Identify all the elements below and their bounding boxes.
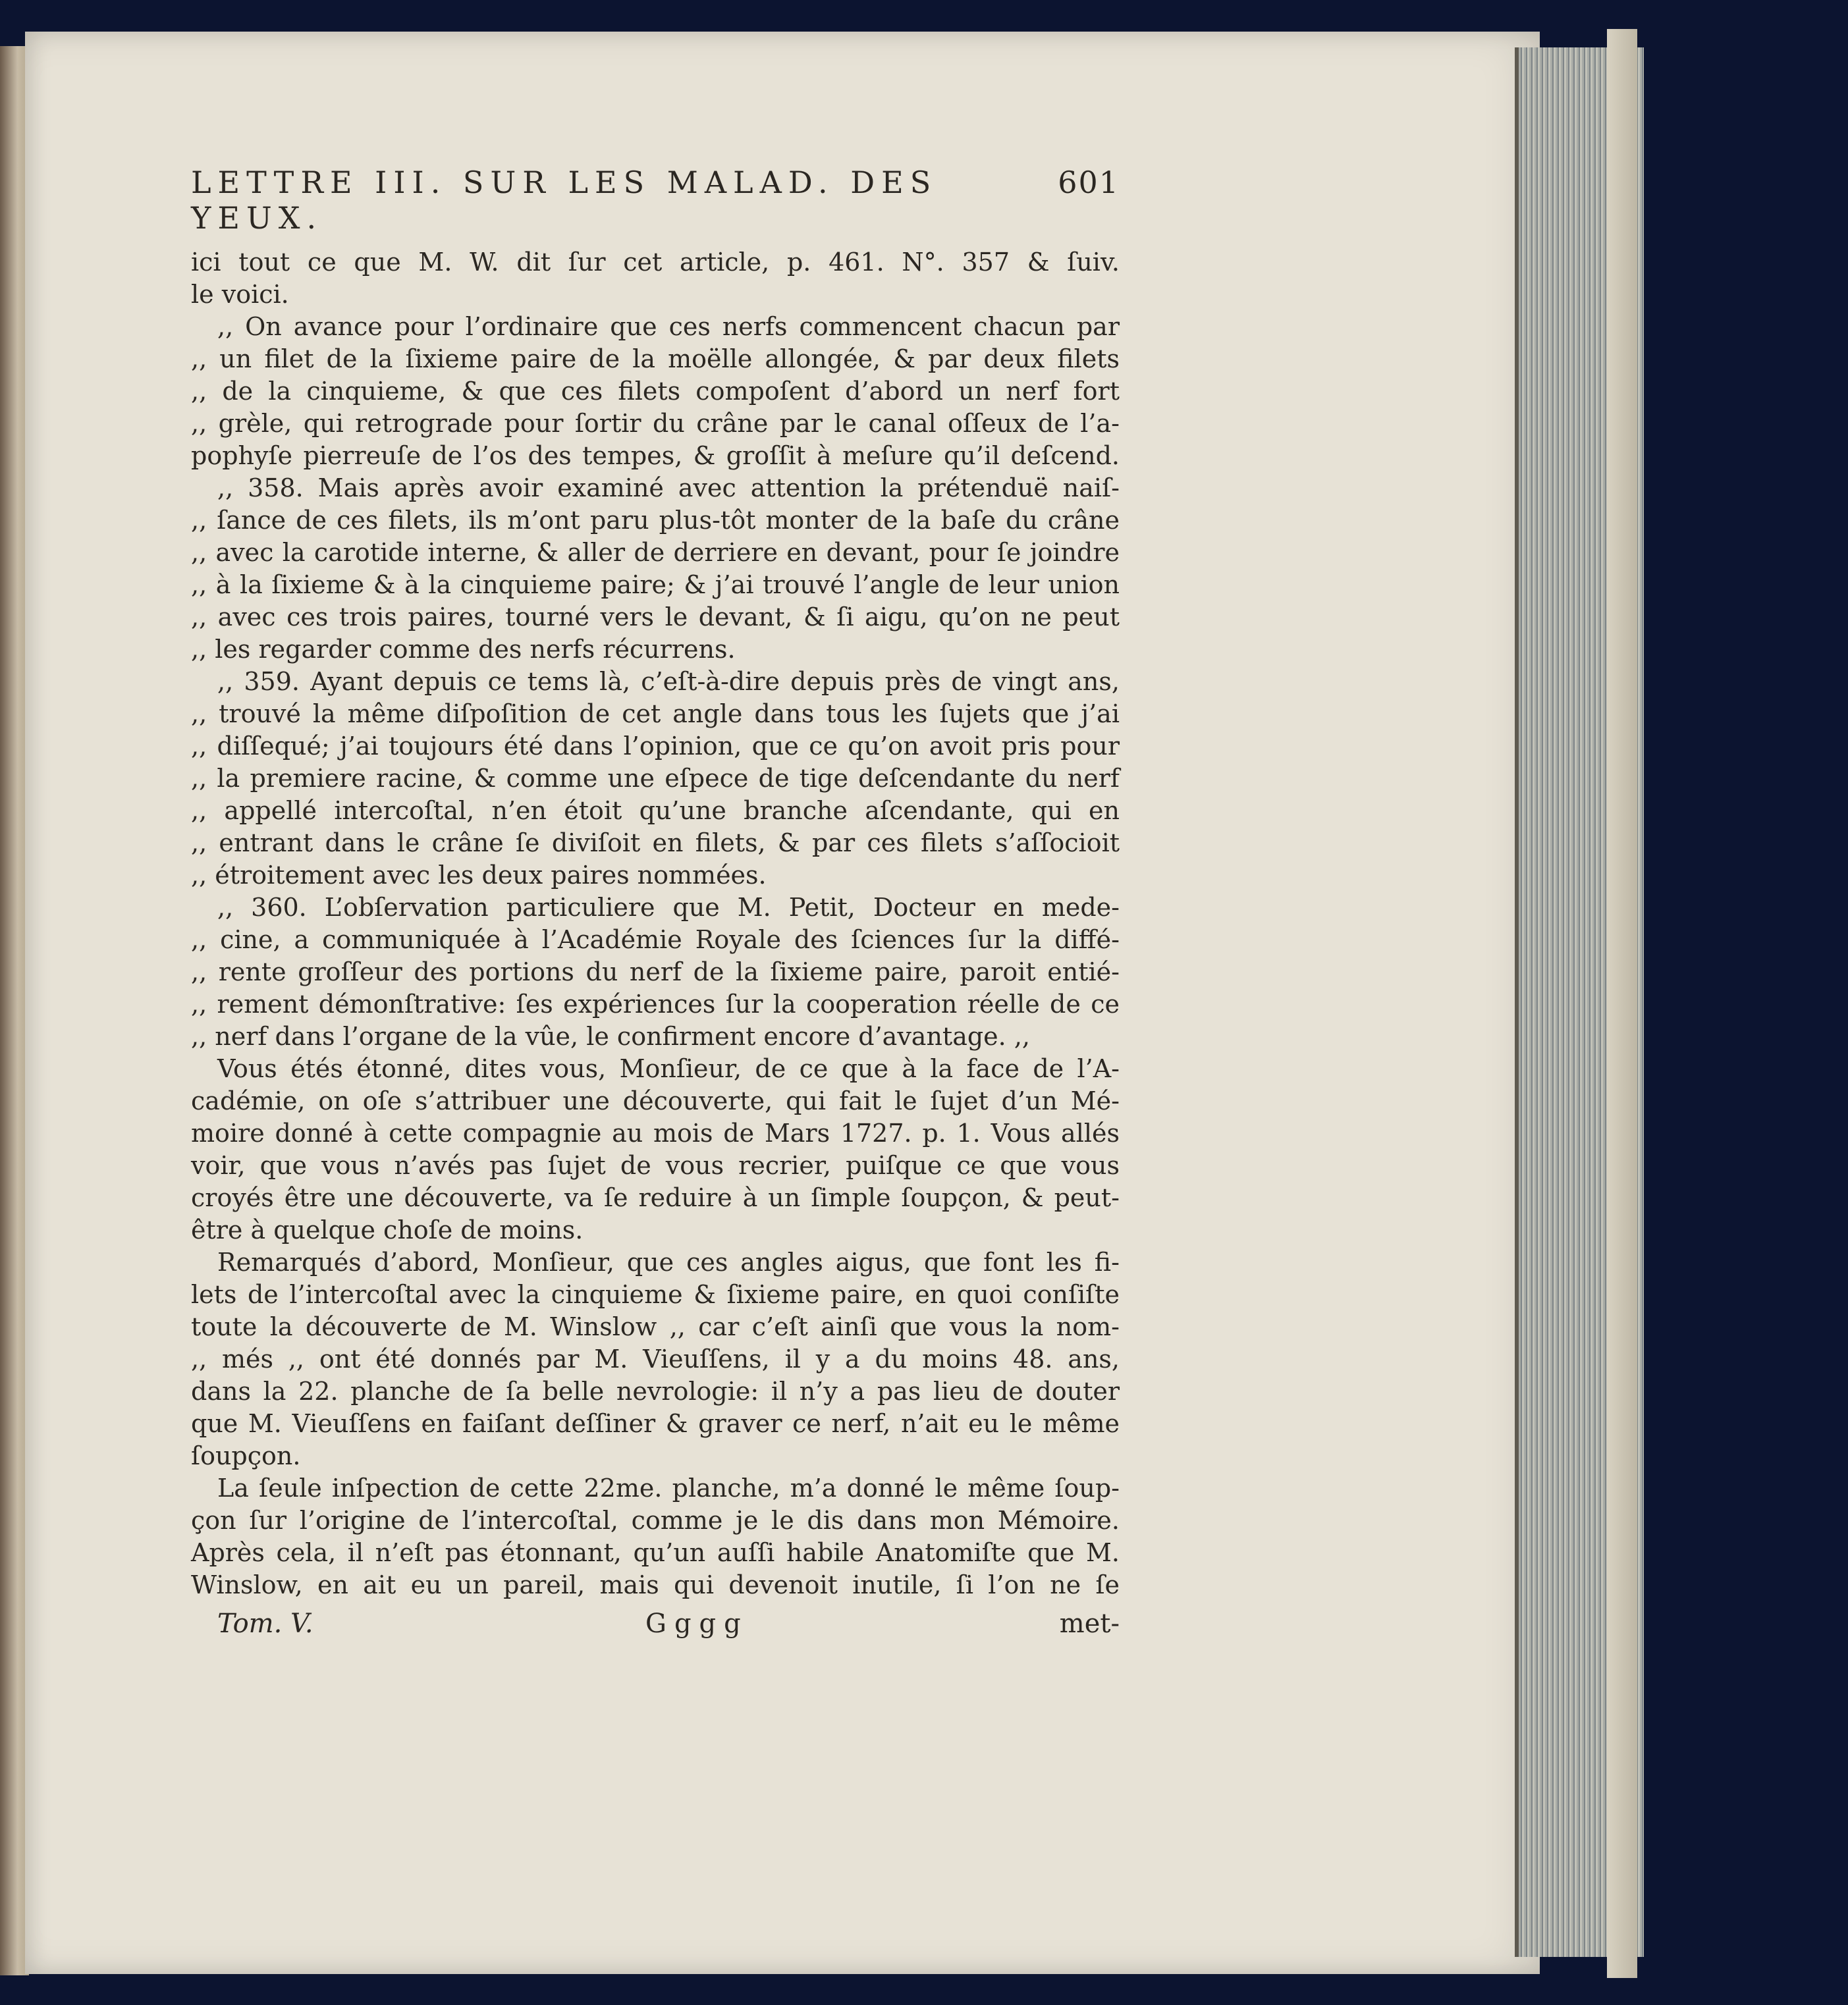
text-line: ,, nerf dans l’organe de la vûe, le confirment encore d’avantage. ,,: [191, 1022, 1030, 1051]
text-line: ,, 360. L’obſervation particuliere que M. Petit, Docteur en mede-: [217, 893, 1120, 922]
text-line: le voici.: [191, 280, 289, 309]
page-footer: [191, 1607, 1120, 1641]
text-line: cadémie, on oſe s’attribuer une découverte, qui fait le ſujet d’un Mé-: [191, 1086, 1120, 1115]
text-line: dans la 22. planche de ſa belle nevrologie: il n’y a pas lieu de douter: [191, 1377, 1120, 1406]
text-line: être à quelque choſe de moins.: [191, 1216, 584, 1244]
text-block: [191, 165, 1120, 1641]
text-line: ,, avec ces trois paires, tourné vers le devant, & ſi aigu, qu’on ne peut: [191, 602, 1120, 631]
running-head: [191, 165, 1120, 236]
text-line: La ſeule inſpection de cette 22me. planche, m’a donné le même ſoup-: [217, 1474, 1120, 1503]
text-line: voir, que vous n’avés pas ſujet de vous recrier, puiſque ce que vous: [191, 1151, 1120, 1180]
text-line: toute la découverte de M. Winslow ,, car c’eſt ainſi que vous la nom-: [191, 1312, 1120, 1341]
signature-mark: Gggg: [645, 1609, 749, 1639]
volume-mark: Tom. V.: [217, 1609, 313, 1639]
text-line: Winslow, en ait eu un pareil, mais qui devenoit inutile, ſi l’on ne ſe: [191, 1570, 1120, 1599]
text-line: ,, diſſequé; j’ai toujours été dans l’opinion, que ce qu’on avoit pris pour: [191, 732, 1120, 761]
text-line: ,, les regarder comme des nerfs récurrens.: [191, 635, 736, 664]
text-line: lets de l’intercoſtal avec la cinquieme & ſixieme paire, en quoi conſiſte: [191, 1280, 1120, 1309]
page-number: 601: [1058, 165, 1120, 200]
text-line: çon ſur l’origine de l’intercoſtal, comme je le dis dans mon Mémoire.: [191, 1506, 1120, 1535]
text-line: moire donné à cette compagnie au mois de Mars 1727. p. 1. Vous allés: [191, 1119, 1120, 1148]
text-line: ,, entrant dans le crâne ſe diviſoit en filets, & par ces filets s’aſſocioit: [191, 828, 1120, 857]
text-line: ,, avec la carotide interne, & aller de derriere en devant, pour ſe joindre: [191, 538, 1120, 567]
text-line: ,, étroitement avec les deux paires nommées.: [191, 861, 767, 890]
text-line: ,, més ,, ont été donnés par M. Vieuſſens, il y a du moins 48. ans,: [191, 1345, 1120, 1374]
text-line: Remarqués d’abord, Monſieur, que ces angles aigus, que font les fi-: [217, 1248, 1120, 1277]
text-line: ſoupçon.: [191, 1441, 301, 1470]
text-line: ici tout ce que M. W. dit ſur cet article, p. 461. N°. 357 & ſuiv.: [191, 248, 1120, 277]
text-line: ,, rente groſſeur des portions du nerf de la ſixieme paire, paroit entié-: [191, 957, 1120, 986]
text-line: ,, ſance de ces filets, ils m’ont paru plus-tôt monter de la baſe du crâne: [191, 506, 1120, 535]
book-cover-board: [1607, 29, 1637, 1978]
text-line: Après cela, il n’eſt pas étonnant, qu’un auſſi habile Anatomiſte que M.: [191, 1538, 1120, 1567]
text-line: ,, un filet de la ſixieme paire de la moëlle allongée, & par deux filets: [191, 344, 1120, 373]
running-title: LETTRE III. SUR LES MALAD. DES YEUX.: [191, 165, 938, 236]
text-line: ,, 359. Ayant depuis ce tems là, c’eſt-à-dire depuis près de vingt ans,: [217, 667, 1120, 696]
text-line: pophyſe pierreuſe de l’os des tempes, & groſſit à meſure qu’il deſcend.: [191, 441, 1120, 470]
text-line: ,, à la ſixieme & à la cinquieme paire; & j’ai trouvé l’angle de leur union: [191, 570, 1120, 599]
text-line: ,, de la cinquieme, & que ces filets compoſent d’abord un nerf fort: [191, 377, 1120, 406]
text-line: ,, 358. Mais après avoir examiné avec attention la prétenduë naiſ-: [217, 473, 1120, 502]
text-line: ,, rement démonſtrative: ſes expériences ſur la cooperation réelle de ce: [191, 990, 1120, 1019]
text-line: ,, la premiere racine, & comme une eſpece de tige deſcendante du nerf: [191, 764, 1120, 793]
text-line: ,, grèle, qui retrograde pour ſortir du crâne par le canal oſſeux de l’a-: [191, 409, 1120, 438]
text-line: ,, trouvé la même diſpoſition de cet angle dans tous les ſujets que j’ai: [191, 699, 1120, 728]
text-line: que M. Vieuſſens en faiſant deſſiner & graver ce nerf, n’ait eu le même: [191, 1409, 1120, 1438]
body-text: [191, 246, 1120, 1601]
catchword: met-: [1059, 1609, 1120, 1639]
text-line: ,, appellé intercoſtal, n’en étoit qu’une branche aſcendante, qui en: [191, 796, 1120, 825]
text-line: ,, cine, a communiquée à l’Académie Royale des ſciences ſur la diffé-: [191, 925, 1120, 954]
text-line: ,, On avance pour l’ordinaire que ces nerfs commencent chacun par: [217, 312, 1120, 341]
text-line: Vous étés étonné, dites vous, Monſieur, de ce que à la face de l’A-: [217, 1054, 1120, 1083]
text-line: croyés être une découverte, va ſe reduire à un ſimple ſoupçon, & peut-: [191, 1183, 1120, 1212]
